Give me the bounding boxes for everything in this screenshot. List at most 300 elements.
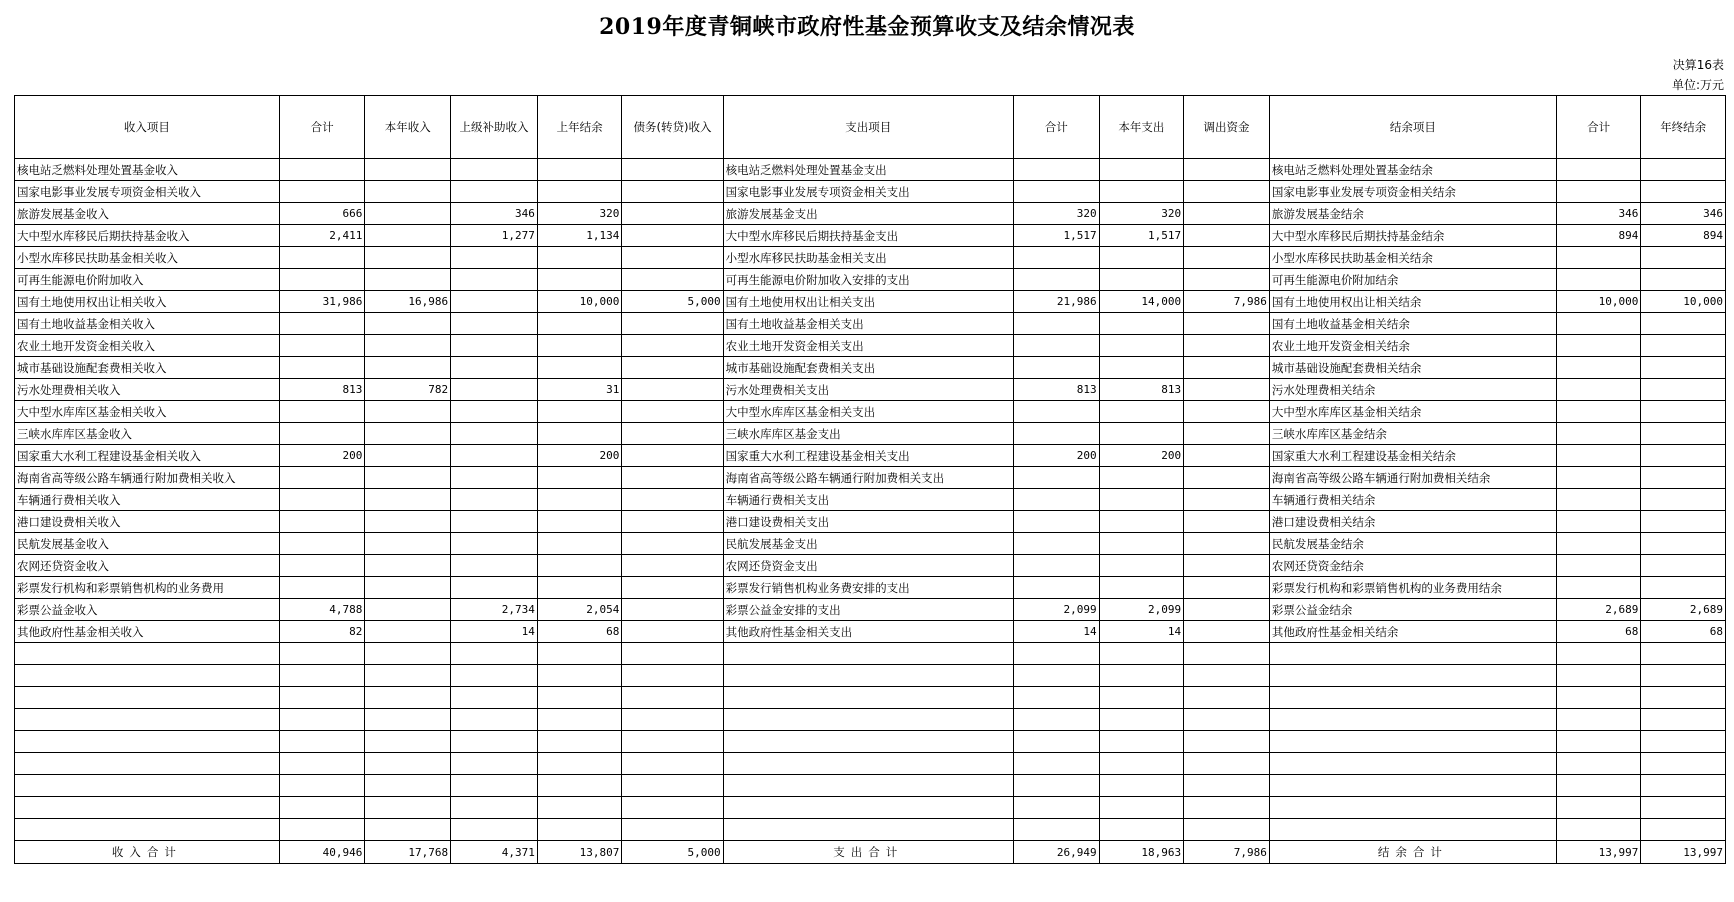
amount-cell xyxy=(279,467,365,489)
amount-cell xyxy=(1556,709,1641,731)
amount-cell xyxy=(1641,489,1726,511)
amount-cell xyxy=(622,753,723,775)
amount-cell xyxy=(451,269,538,291)
item-cell xyxy=(723,797,1013,819)
amount-cell xyxy=(279,269,365,291)
amount-cell xyxy=(537,357,622,379)
item-cell: 国有土地使用权出让相关结余 xyxy=(1269,291,1556,313)
amount-cell xyxy=(1184,599,1270,621)
column-header: 上年结余 xyxy=(537,96,622,159)
item-cell: 大中型水库库区基金相关收入 xyxy=(15,401,280,423)
amount-cell xyxy=(1013,731,1099,753)
total-amount: 18,963 xyxy=(1099,841,1184,864)
item-cell xyxy=(1269,775,1556,797)
table-row xyxy=(15,797,1726,819)
amount-cell xyxy=(279,159,365,181)
amount-cell: 200 xyxy=(537,445,622,467)
item-cell: 港口建设费相关收入 xyxy=(15,511,280,533)
amount-cell xyxy=(1641,467,1726,489)
amount-cell xyxy=(451,753,538,775)
amount-cell xyxy=(1184,423,1270,445)
table-row xyxy=(15,577,1726,599)
amount-cell: 2,099 xyxy=(1099,599,1184,621)
amount-cell xyxy=(1556,247,1641,269)
table-row xyxy=(15,643,1726,665)
table-row xyxy=(15,225,1726,247)
amount-cell xyxy=(622,203,723,225)
amount-cell xyxy=(451,687,538,709)
amount-cell xyxy=(1556,797,1641,819)
amount-cell xyxy=(1184,159,1270,181)
amount-cell xyxy=(1556,687,1641,709)
amount-cell xyxy=(1013,423,1099,445)
amount-cell xyxy=(1099,269,1184,291)
item-cell: 农业土地开发资金相关结余 xyxy=(1269,335,1556,357)
table-row xyxy=(15,181,1726,203)
item-cell: 彩票公益金安排的支出 xyxy=(723,599,1013,621)
amount-cell: 2,099 xyxy=(1013,599,1099,621)
amount-cell: 1,134 xyxy=(537,225,622,247)
amount-cell xyxy=(1013,511,1099,533)
amount-cell xyxy=(365,555,451,577)
item-cell: 可再生能源电价附加收入安排的支出 xyxy=(723,269,1013,291)
table-row xyxy=(15,731,1726,753)
amount-cell xyxy=(451,489,538,511)
amount-cell xyxy=(279,797,365,819)
amount-cell xyxy=(537,775,622,797)
amount-cell xyxy=(365,577,451,599)
item-cell xyxy=(15,775,280,797)
amount-cell xyxy=(1184,379,1270,401)
amount-cell: 346 xyxy=(1556,203,1641,225)
amount-cell xyxy=(1099,665,1184,687)
amount-cell: 31,986 xyxy=(279,291,365,313)
item-cell: 小型水库移民扶助基金相关支出 xyxy=(723,247,1013,269)
amount-cell xyxy=(1013,335,1099,357)
amount-cell xyxy=(622,247,723,269)
amount-cell xyxy=(1641,731,1726,753)
amount-cell xyxy=(1099,533,1184,555)
amount-cell xyxy=(1641,401,1726,423)
amount-cell xyxy=(279,709,365,731)
amount-cell xyxy=(1013,643,1099,665)
item-cell: 农业土地开发资金相关收入 xyxy=(15,335,280,357)
amount-cell xyxy=(537,709,622,731)
item-cell: 国家重大水利工程建设基金相关结余 xyxy=(1269,445,1556,467)
amount-cell xyxy=(279,313,365,335)
amount-cell xyxy=(1641,665,1726,687)
amount-cell xyxy=(365,709,451,731)
amount-cell xyxy=(1184,313,1270,335)
amount-cell xyxy=(365,247,451,269)
amount-cell xyxy=(365,203,451,225)
amount-cell xyxy=(1556,181,1641,203)
amount-cell xyxy=(622,423,723,445)
amount-cell xyxy=(1099,489,1184,511)
amount-cell xyxy=(537,665,622,687)
amount-cell xyxy=(279,555,365,577)
amount-cell xyxy=(1013,753,1099,775)
amount-cell: 5,000 xyxy=(622,291,723,313)
amount-cell: 666 xyxy=(279,203,365,225)
amount-cell xyxy=(1641,269,1726,291)
item-cell: 海南省高等级公路车辆通行附加费相关收入 xyxy=(15,467,280,489)
amount-cell xyxy=(1184,643,1270,665)
amount-cell xyxy=(365,819,451,841)
amount-cell xyxy=(1184,731,1270,753)
item-cell: 彩票公益金收入 xyxy=(15,599,280,621)
amount-cell xyxy=(1184,687,1270,709)
amount-cell xyxy=(622,687,723,709)
amount-cell: 21,986 xyxy=(1013,291,1099,313)
item-cell: 农网还贷资金收入 xyxy=(15,555,280,577)
amount-cell: 68 xyxy=(1641,621,1726,643)
item-cell: 核电站乏燃料处理处置基金支出 xyxy=(723,159,1013,181)
item-cell xyxy=(723,753,1013,775)
table-row xyxy=(15,489,1726,511)
amount-cell: 14,000 xyxy=(1099,291,1184,313)
amount-cell xyxy=(1184,357,1270,379)
amount-cell xyxy=(1556,555,1641,577)
item-cell: 大中型水库移民后期扶持基金结余 xyxy=(1269,225,1556,247)
amount-cell xyxy=(1556,577,1641,599)
item-cell: 城市基础设施配套费相关收入 xyxy=(15,357,280,379)
amount-cell xyxy=(1556,313,1641,335)
item-cell: 国家重大水利工程建设基金相关收入 xyxy=(15,445,280,467)
amount-cell xyxy=(1099,313,1184,335)
amount-cell xyxy=(279,247,365,269)
amount-cell xyxy=(537,423,622,445)
table-code-label: 决算16表 xyxy=(1672,58,1724,72)
amount-cell xyxy=(537,401,622,423)
table-footer xyxy=(15,841,1726,864)
amount-cell xyxy=(1099,577,1184,599)
amount-cell: 320 xyxy=(537,203,622,225)
amount-cell xyxy=(1099,159,1184,181)
amount-cell xyxy=(622,379,723,401)
amount-cell xyxy=(537,313,622,335)
amount-cell xyxy=(1184,533,1270,555)
amount-cell xyxy=(537,181,622,203)
amount-cell xyxy=(1641,423,1726,445)
amount-cell: 10,000 xyxy=(537,291,622,313)
table-row xyxy=(15,357,1726,379)
amount-cell xyxy=(1099,181,1184,203)
amount-cell xyxy=(537,731,622,753)
item-cell: 旅游发展基金结余 xyxy=(1269,203,1556,225)
item-cell xyxy=(15,687,280,709)
amount-cell xyxy=(1099,731,1184,753)
amount-cell xyxy=(1556,819,1641,841)
amount-cell xyxy=(1184,753,1270,775)
amount-cell xyxy=(1641,335,1726,357)
amount-cell: 68 xyxy=(1556,621,1641,643)
item-cell xyxy=(15,819,280,841)
amount-cell xyxy=(1641,511,1726,533)
amount-cell xyxy=(1013,577,1099,599)
item-cell xyxy=(1269,709,1556,731)
amount-cell xyxy=(1099,775,1184,797)
amount-cell xyxy=(1184,797,1270,819)
amount-cell xyxy=(1184,489,1270,511)
amount-cell xyxy=(451,291,538,313)
amount-cell xyxy=(365,511,451,533)
item-cell: 核电站乏燃料处理处置基金结余 xyxy=(1269,159,1556,181)
amount-cell xyxy=(365,335,451,357)
amount-cell xyxy=(279,489,365,511)
item-cell xyxy=(723,665,1013,687)
item-cell: 港口建设费相关结余 xyxy=(1269,511,1556,533)
amount-cell: 813 xyxy=(1013,379,1099,401)
amount-cell xyxy=(1184,709,1270,731)
item-cell: 三峡水库库区基金收入 xyxy=(15,423,280,445)
amount-cell xyxy=(365,313,451,335)
amount-cell xyxy=(1013,709,1099,731)
column-header: 合计 xyxy=(279,96,365,159)
amount-cell xyxy=(622,159,723,181)
amount-cell: 1,517 xyxy=(1099,225,1184,247)
table-row xyxy=(15,511,1726,533)
amount-cell xyxy=(1556,357,1641,379)
amount-cell xyxy=(279,181,365,203)
amount-cell xyxy=(365,753,451,775)
amount-cell xyxy=(622,445,723,467)
amount-cell: 2,411 xyxy=(279,225,365,247)
amount-cell xyxy=(622,225,723,247)
item-cell: 污水处理费相关支出 xyxy=(723,379,1013,401)
amount-cell xyxy=(622,643,723,665)
amount-cell xyxy=(1099,643,1184,665)
item-cell: 车辆通行费相关收入 xyxy=(15,489,280,511)
column-header: 年终结余 xyxy=(1641,96,1726,159)
amount-cell xyxy=(365,775,451,797)
item-cell xyxy=(723,643,1013,665)
item-cell: 可再生能源电价附加结余 xyxy=(1269,269,1556,291)
column-header: 结余项目 xyxy=(1269,96,1556,159)
amount-cell: 320 xyxy=(1013,203,1099,225)
table-row xyxy=(15,401,1726,423)
amount-cell xyxy=(1184,181,1270,203)
item-cell: 国有土地收益基金相关支出 xyxy=(723,313,1013,335)
item-cell: 国有土地使用权出让相关收入 xyxy=(15,291,280,313)
table-row xyxy=(15,621,1726,643)
amount-cell xyxy=(279,775,365,797)
amount-cell xyxy=(1184,665,1270,687)
amount-cell: 68 xyxy=(537,621,622,643)
amount-cell xyxy=(1556,643,1641,665)
amount-cell xyxy=(622,797,723,819)
amount-cell xyxy=(279,643,365,665)
amount-cell xyxy=(1641,775,1726,797)
amount-cell: 346 xyxy=(1641,203,1726,225)
amount-cell xyxy=(1013,819,1099,841)
table-row xyxy=(15,379,1726,401)
amount-cell xyxy=(1641,357,1726,379)
unit-label: 单位:万元 xyxy=(1671,78,1724,92)
item-cell: 大中型水库库区基金相关支出 xyxy=(723,401,1013,423)
amount-cell xyxy=(451,335,538,357)
amount-cell xyxy=(1641,797,1726,819)
amount-cell xyxy=(1641,819,1726,841)
item-cell: 彩票发行机构和彩票销售机构的业务费用 xyxy=(15,577,280,599)
amount-cell xyxy=(1641,159,1726,181)
amount-cell xyxy=(622,489,723,511)
amount-cell xyxy=(537,335,622,357)
amount-cell xyxy=(451,313,538,335)
amount-cell xyxy=(1556,731,1641,753)
item-cell xyxy=(1269,731,1556,753)
amount-cell xyxy=(1013,181,1099,203)
amount-cell xyxy=(1099,423,1184,445)
amount-cell xyxy=(1184,621,1270,643)
amount-cell xyxy=(537,159,622,181)
amount-cell: 894 xyxy=(1556,225,1641,247)
amount-cell xyxy=(365,159,451,181)
amount-cell xyxy=(1641,577,1726,599)
amount-cell xyxy=(451,379,538,401)
amount-cell xyxy=(1184,445,1270,467)
amount-cell xyxy=(1641,555,1726,577)
item-cell: 三峡水库库区基金支出 xyxy=(723,423,1013,445)
amount-cell xyxy=(537,643,622,665)
amount-cell xyxy=(365,401,451,423)
amount-cell xyxy=(1641,687,1726,709)
amount-cell xyxy=(279,335,365,357)
item-cell xyxy=(15,665,280,687)
table-row xyxy=(15,335,1726,357)
item-cell xyxy=(1269,797,1556,819)
amount-cell xyxy=(537,577,622,599)
amount-cell xyxy=(451,819,538,841)
amount-cell xyxy=(279,753,365,775)
item-cell: 海南省高等级公路车辆通行附加费相关结余 xyxy=(1269,467,1556,489)
amount-cell xyxy=(622,357,723,379)
amount-cell xyxy=(1641,445,1726,467)
amount-cell xyxy=(622,533,723,555)
item-cell: 其他政府性基金相关收入 xyxy=(15,621,280,643)
amount-cell xyxy=(1556,489,1641,511)
header-row xyxy=(15,96,1726,159)
total-amount: 40,946 xyxy=(279,841,365,864)
amount-cell xyxy=(1013,247,1099,269)
amount-cell xyxy=(451,665,538,687)
amount-cell xyxy=(622,599,723,621)
amount-cell xyxy=(365,599,451,621)
amount-cell xyxy=(1099,335,1184,357)
table-row xyxy=(15,467,1726,489)
column-header: 调出资金 xyxy=(1184,96,1270,159)
amount-cell xyxy=(1013,401,1099,423)
amount-cell xyxy=(451,731,538,753)
amount-cell xyxy=(1641,379,1726,401)
amount-cell: 1,277 xyxy=(451,225,538,247)
amount-cell xyxy=(1013,555,1099,577)
table-row xyxy=(15,555,1726,577)
amount-cell xyxy=(1556,533,1641,555)
item-cell: 国家重大水利工程建设基金相关支出 xyxy=(723,445,1013,467)
table-row xyxy=(15,533,1726,555)
amount-cell xyxy=(1641,181,1726,203)
amount-cell xyxy=(451,445,538,467)
item-cell xyxy=(15,797,280,819)
amount-cell xyxy=(365,467,451,489)
item-cell xyxy=(723,819,1013,841)
amount-cell xyxy=(1013,159,1099,181)
item-cell xyxy=(723,731,1013,753)
amount-cell xyxy=(622,819,723,841)
total-amount: 13,807 xyxy=(537,841,622,864)
item-cell: 核电站乏燃料处理处置基金收入 xyxy=(15,159,280,181)
item-cell: 彩票发行销售机构业务费安排的支出 xyxy=(723,577,1013,599)
amount-cell xyxy=(1099,819,1184,841)
amount-cell xyxy=(1641,643,1726,665)
table-row xyxy=(15,291,1726,313)
item-cell xyxy=(1269,643,1556,665)
amount-cell: 31 xyxy=(537,379,622,401)
amount-cell xyxy=(1099,467,1184,489)
amount-cell xyxy=(1184,775,1270,797)
amount-cell xyxy=(279,511,365,533)
amount-cell xyxy=(1641,709,1726,731)
amount-cell xyxy=(1641,753,1726,775)
item-cell xyxy=(15,753,280,775)
item-cell xyxy=(1269,687,1556,709)
amount-cell: 346 xyxy=(451,203,538,225)
budget-table xyxy=(14,95,1726,864)
amount-cell xyxy=(1013,687,1099,709)
amount-cell xyxy=(451,709,538,731)
amount-cell xyxy=(1099,555,1184,577)
amount-cell xyxy=(1184,247,1270,269)
amount-cell xyxy=(1013,775,1099,797)
amount-cell xyxy=(537,687,622,709)
amount-cell xyxy=(622,731,723,753)
amount-cell: 16,986 xyxy=(365,291,451,313)
item-cell: 国有土地收益基金相关结余 xyxy=(1269,313,1556,335)
amount-cell xyxy=(537,247,622,269)
table-row xyxy=(15,313,1726,335)
item-cell: 国家电影事业发展专项资金相关支出 xyxy=(723,181,1013,203)
column-header: 债务(转贷)收入 xyxy=(622,96,723,159)
amount-cell xyxy=(279,819,365,841)
total-label: 支出合计 xyxy=(723,841,1013,864)
table-row xyxy=(15,247,1726,269)
amount-cell xyxy=(1184,401,1270,423)
table-row xyxy=(15,819,1726,841)
total-amount: 26,949 xyxy=(1013,841,1099,864)
amount-cell xyxy=(365,181,451,203)
amount-cell xyxy=(1099,687,1184,709)
amount-cell: 2,054 xyxy=(537,599,622,621)
amount-cell xyxy=(622,621,723,643)
amount-cell xyxy=(365,533,451,555)
item-cell: 旅游发展基金收入 xyxy=(15,203,280,225)
amount-cell xyxy=(537,467,622,489)
item-cell: 可再生能源电价附加收入 xyxy=(15,269,280,291)
amount-cell: 200 xyxy=(279,445,365,467)
amount-cell xyxy=(365,797,451,819)
item-cell: 农网还贷资金结余 xyxy=(1269,555,1556,577)
column-header: 上级补助收入 xyxy=(451,96,538,159)
amount-cell xyxy=(1099,357,1184,379)
amount-cell xyxy=(1556,753,1641,775)
item-cell: 其他政府性基金相关支出 xyxy=(723,621,1013,643)
item-cell: 农业土地开发资金相关支出 xyxy=(723,335,1013,357)
amount-cell xyxy=(1099,709,1184,731)
amount-cell xyxy=(279,533,365,555)
total-label: 收入合计 xyxy=(15,841,280,864)
item-cell: 海南省高等级公路车辆通行附加费相关支出 xyxy=(723,467,1013,489)
